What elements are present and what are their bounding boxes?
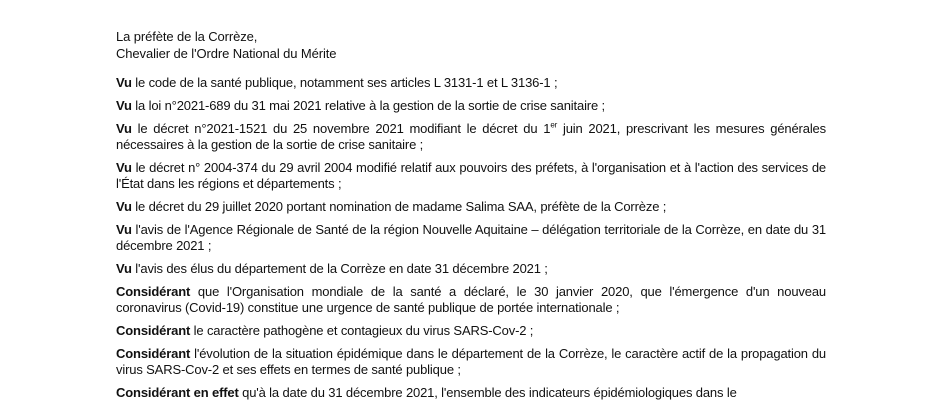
paragraph-text: juin 2021, prescrivant les mesures générales nécessaires à la gestion de la sortie de crise sanitaire ; — [116, 121, 826, 152]
vu-paragraph — [116, 261, 826, 277]
paragraph-keyword: Considérant — [116, 284, 191, 299]
paragraph-text: l'évolution de la situation épidémique dans le département de la Corrèze, le caractère actif de la propagation du virus SARS-Cov-2 et ses effets en termes de santé publique ; — [116, 346, 826, 377]
document-body — [116, 75, 826, 400]
paragraph-keyword: Vu — [116, 222, 132, 237]
considerant-paragraph — [116, 346, 826, 378]
paragraph-text: le décret du 29 juillet 2020 portant nomination de madame Salima SAA, préfète de la Corrèze ; — [131, 199, 667, 214]
considerant-paragraph — [116, 284, 826, 316]
paragraph-keyword: Vu — [116, 121, 132, 136]
paragraph-text: la loi n°2021-689 du 31 mai 2021 relative à la gestion de la sortie de crise sanitaire ; — [131, 98, 605, 113]
paragraph-keyword: Vu — [116, 199, 132, 214]
paragraph-keyword: Vu — [116, 98, 132, 113]
signatory-header — [116, 28, 336, 62]
vu-paragraph — [116, 121, 826, 153]
vu-paragraph — [116, 160, 826, 192]
ordinal-superscript: er — [550, 120, 558, 130]
vu-paragraph — [116, 199, 826, 215]
considerant-paragraph — [116, 323, 826, 339]
vu-paragraph — [116, 222, 826, 254]
paragraph-keyword: Considérant en effet — [116, 385, 239, 400]
paragraph-text: l'avis des élus du département de la Corrèze en date 31 décembre 2021 ; — [131, 261, 548, 276]
prefect-title: La préfète de la Corrèze, — [116, 29, 258, 44]
paragraph-keyword: Vu — [116, 75, 132, 90]
paragraph-text: le décret n°2021-1521 du 25 novembre 2021 modifiant le décret du 1 — [131, 121, 551, 136]
paragraph-keyword: Vu — [116, 261, 132, 276]
paragraph-text: l'avis de l'Agence Régionale de Santé de la région Nouvelle Aquitaine – délégation territoriale de la Corrèze, en date du 31 décembre 2021 ; — [116, 222, 826, 253]
paragraph-keyword: Considérant — [116, 346, 191, 361]
paragraph-text: le code de la santé publique, notamment ses articles L 3131-1 et L 3136-1 ; — [131, 75, 558, 90]
paragraph-keyword: Considérant — [116, 323, 191, 338]
considerant-paragraph — [116, 385, 826, 400]
paragraph-keyword: Vu — [116, 160, 132, 175]
paragraph-text: que l'Organisation mondiale de la santé a déclaré, le 30 janvier 2020, que l'émergence d'un nouveau coronavirus (Covid-19) constitue une urgence de santé publique de portée internationale ; — [116, 284, 826, 315]
prefect-honor: Chevalier de l'Ordre National du Mérite — [116, 46, 337, 61]
paragraph-text: le caractère pathogène et contagieux du virus SARS-Cov-2 ; — [190, 323, 534, 338]
paragraph-text: qu'à la date du 31 décembre 2021, l'ensemble des indicateurs épidémiologiques dans le — [238, 385, 737, 400]
paragraph-text: le décret n° 2004-374 du 29 avril 2004 modifié relatif aux pouvoirs des préfets, à l'organisation et à l'action des services de l'État dans les régions et départements ; — [116, 160, 826, 191]
vu-paragraph — [116, 75, 826, 91]
vu-paragraph — [116, 98, 826, 114]
